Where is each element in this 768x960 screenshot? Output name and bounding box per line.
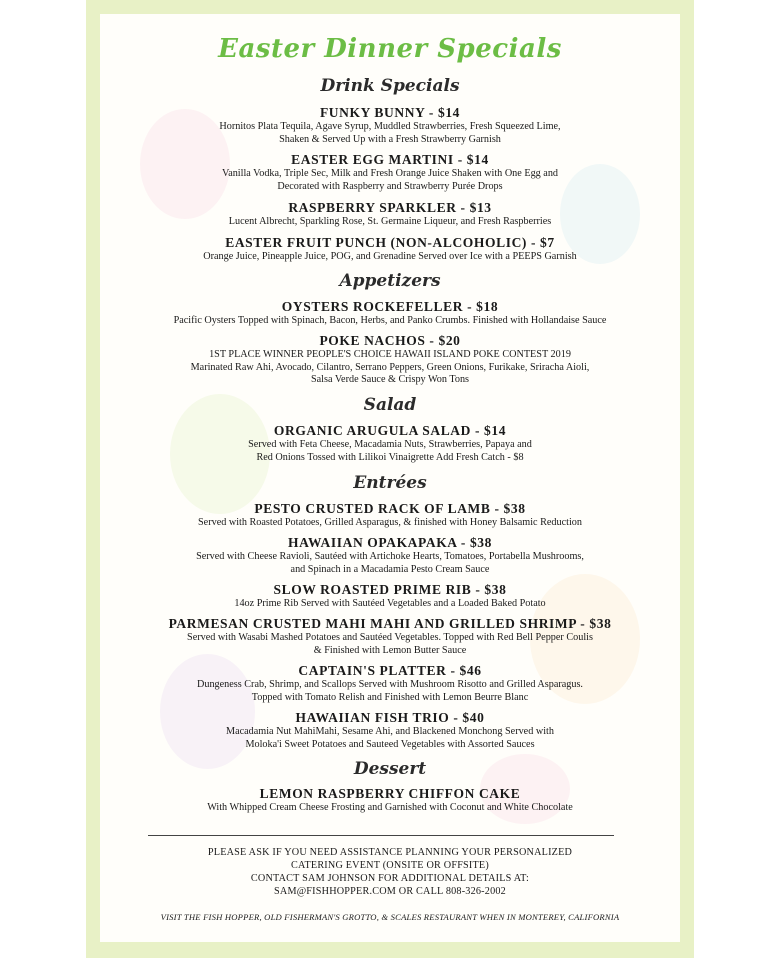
item-name: POKE NACHOS - $20 (319, 333, 461, 348)
menu-item (100, 500, 680, 530)
section-heading-entrees: Entrées (353, 473, 427, 493)
section-heading-salad: Salad (363, 395, 417, 415)
item-description: Hornitos Plata Tequila, Agave Syrup, Muddled Strawberries, Fresh Squeezed Lime, Shaken & Served Up with a Fresh Strawberry Garnish (219, 121, 561, 145)
item-name: HAWAIIAN FISH TRIO - $40 (295, 710, 485, 725)
menu-item (100, 422, 680, 464)
menu-title: Easter Dinner Specials (218, 34, 562, 64)
item-description: Served with Wasabi Mashed Potatoes and Sautéed Vegetables. Topped with Red Bell Pepper Coulis & Finished with Lemon Butter Sauce (187, 632, 593, 656)
item-description: Served with Roasted Potatoes, Grilled Asparagus, & finished with Honey Balsamic Reduction (198, 517, 582, 528)
item-description: Orange Juice, Pineapple Juice, POG, and Grenadine Served over Ice with a PEEPS Garnish (203, 251, 577, 262)
item-description: With Whipped Cream Cheese Frosting and Garnished with Coconut and White Chocolate (207, 802, 573, 813)
section-heading-appetizers: Appetizers (339, 271, 441, 291)
item-description: Dungeness Crab, Shrimp, and Scallops Served with Mushroom Risotto and Grilled Asparagus. Topped with Tomato Relish and Finished with Lemon Beurre Blanc (197, 679, 583, 703)
menu-item (100, 298, 680, 328)
item-name: PARMESAN CRUSTED MAHI MAHI AND GRILLED SHRIMP - $38 (168, 616, 612, 631)
menu-item (100, 785, 680, 815)
section-heading-dessert: Dessert (353, 759, 427, 779)
item-description: Pacific Oysters Topped with Spinach, Bacon, Herbs, and Panko Crumbs. Finished with Hollandaise Sauce (173, 315, 607, 326)
item-description: Served with Feta Cheese, Macadamia Nuts, Strawberries, Papaya and Red Onions Tossed with Lilikoi Vinaigrette Add Fresh Catch - $8 (248, 439, 532, 463)
footer-line: PLEASE ASK IF YOU NEED ASSISTANCE PLANNING YOUR PERSONALIZED (207, 847, 573, 858)
item-description: Macadamia Nut MahiMahi, Sesame Ahi, and Blackened Monchong Served with Moloka'i Sweet Potatoes and Sauteed Vegetables with Assorted Sauces (226, 726, 554, 750)
menu-item (100, 234, 680, 264)
item-description: Lucent Albrecht, Sparkling Rose, St. Germaine Liqueur, and Fresh Raspberries (228, 216, 552, 227)
item-name: CAPTAIN'S PLATTER - $46 (298, 663, 482, 678)
item-name: OYSTERS ROCKEFELLER - $18 (281, 299, 499, 314)
menu-item (100, 332, 680, 387)
item-description: 14oz Prime Rib Served with Sautéed Vegetables and a Loaded Baked Potato (234, 598, 546, 609)
menu-item (100, 151, 680, 193)
item-name: SLOW ROASTED PRIME RIB - $38 (273, 582, 507, 597)
catering-info (100, 846, 680, 898)
item-name: ORGANIC ARUGULA SALAD - $14 (273, 423, 507, 438)
item-name: LEMON RASPBERRY CHIFFON CAKE (259, 786, 521, 801)
menu-item (100, 199, 680, 229)
item-name: EASTER FRUIT PUNCH (NON-ALCOHOLIC) - $7 (225, 235, 555, 250)
item-name: PESTO CRUSTED RACK OF LAMB - $38 (254, 501, 526, 516)
menu-sheet (100, 14, 680, 942)
menu-item (100, 615, 680, 657)
menu-item (100, 104, 680, 146)
item-name: HAWAIIAN OPAKAPAKA - $38 (287, 535, 493, 550)
divider (148, 835, 614, 836)
footer-line: CONTACT SAM JOHNSON FOR ADDITIONAL DETAILS AT: (250, 873, 530, 884)
item-description: Vanilla Vodka, Triple Sec, Milk and Fresh Orange Juice Shaken with One Egg and Decorated with Raspberry and Strawberry Purée Drops (221, 168, 559, 192)
item-name: FUNKY BUNNY - $14 (319, 105, 461, 120)
section-heading-drinks: Drink Specials (320, 76, 460, 96)
menu-item (100, 662, 680, 704)
menu-item (100, 534, 680, 576)
item-name: EASTER EGG MARTINI - $14 (291, 152, 489, 167)
footer-line: CATERING EVENT (ONSITE OR OFFSITE) (291, 860, 489, 871)
footer-contact: SAM@FISHHOPPER.COM OR CALL 808-326-2002 (274, 886, 506, 897)
menu-item (100, 709, 680, 751)
item-description: 1ST PLACE WINNER PEOPLE'S CHOICE HAWAII ISLAND POKE CONTEST 2019 Marinated Raw Ahi, Avocado, Cilantro, Serrano Peppers, Green Onions, Furikake, Sriracha Aioli, Salsa Verde Sauce & Crispy Won Tons (190, 349, 590, 385)
item-description: Served with Cheese Ravioli, Sautéed with Artichoke Hearts, Tomatoes, Portabella Mushrooms, and Spinach in a Macadamia Pesto Cream Sauce (196, 551, 584, 575)
item-name: RASPBERRY SPARKLER - $13 (288, 200, 492, 215)
menu-item (100, 581, 680, 611)
visit-note: VISIT THE FISH HOPPER, OLD FISHERMAN'S GROTTO, & SCALES RESTAURANT WHEN IN MONTEREY, CALIFORNIA (160, 912, 620, 922)
